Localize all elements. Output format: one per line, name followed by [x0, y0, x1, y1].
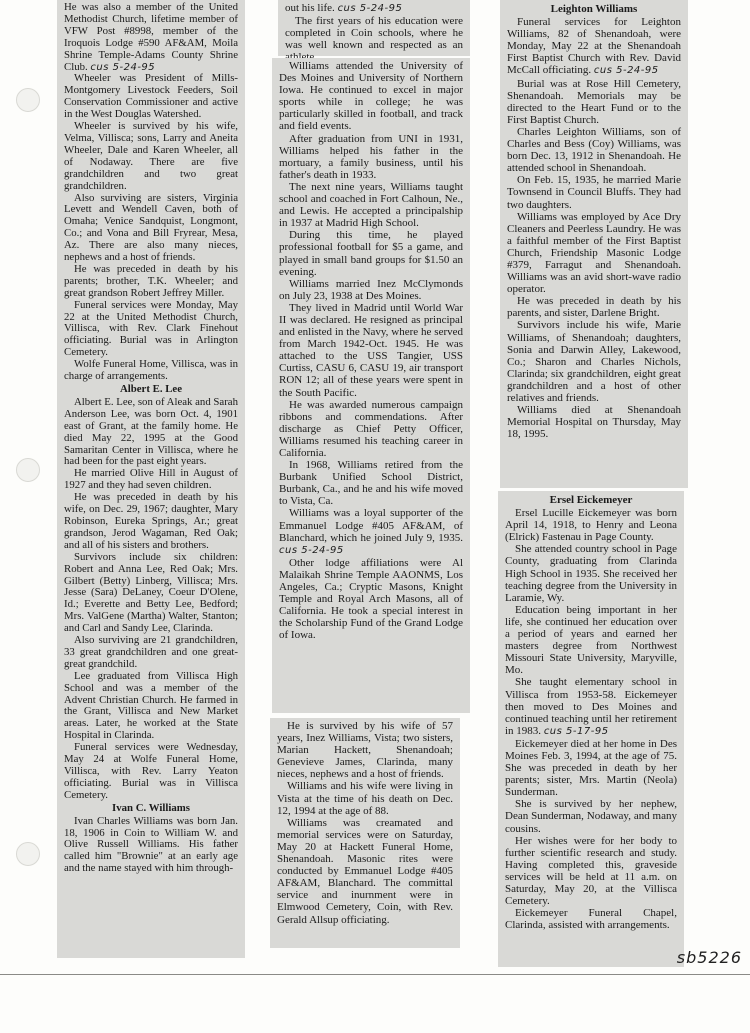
- obit-paragraph: He was also a member of the United Methodist Church, lifetime member of VFW Post #8998, member of the Iroquois Lodge #590 AF&AM, Moila Shrine Temple-Adams County Shrine Club. cus 5-24-95: [64, 1, 238, 73]
- obit-paragraph: He married Olive Hill in August of 1927 and they had seven children.: [64, 467, 238, 492]
- obit-paragraph: During this time, he played professional football for $5 a game, and played in small band groups for $1.50 an evening.: [279, 229, 463, 278]
- obit-paragraph: Williams attended the University of Des Moines and University of Northern Iowa. He continued to excel in major sports while in college; he was particularly skilled in football, and track and field events.: [279, 60, 463, 133]
- obit-paragraph: He is survived by his wife of 57 years, Inez Williams, Vista; two sisters, Marian Hackett, Shenandoah; Genevieve James, Clarinda, many nieces, nephews and a host of friends.: [277, 720, 453, 781]
- obit-paragraph: Burial was at Rose Hill Cemetery, Shenandoah. Memorials may be directed to the Heart Fund or to the First Baptist Church.: [507, 77, 681, 126]
- obit-paragraph: Williams was employed by Ace Dry Cleaners and Peerless Laundry. He was a faithful member of the First Baptist Church, Friendship Masonic Lodge #379, Farragut and Shenandoah. Williams was an avid short-wave radio operator.: [507, 210, 681, 296]
- handwritten-date: cus 5-24-95: [90, 61, 156, 73]
- handwritten-date: cus 5-24-95: [279, 544, 344, 556]
- obit-paragraph: The next nine years, Williams taught school and coached in Fort Calhoun, Ne., and Lewis. He accepted a principalship in 1937 at Madrid High School.: [279, 180, 463, 230]
- obit-paragraph: Williams married Inez McClymonds on July 23, 1938 at Des Moines.: [279, 277, 463, 302]
- clipping-williams-continued: [278, 0, 470, 56]
- obit-paragraph: Williams died at Shenandoah Memorial Hospital on Thursday, May 18, 1995.: [507, 404, 681, 441]
- obit-paragraph: Eickemeyer Funeral Chapel, Clarinda, assisted with arrangements.: [505, 907, 677, 932]
- obit-paragraph: Funeral services for Leighton Williams, 82 of Shenandoah, were Monday, May 22 at the Shenandoah First Baptist Church with Rev. David McCall officiating. cus 5-24-95: [507, 16, 681, 77]
- obit-paragraph: Albert E. Lee, son of Aleak and Sarah Anderson Lee, was born Oct. 4, 1901 east of Grant, at the family home. He died May 22, 1995 at the Good Samaritan Center in Villisca, where he had been for the past eight years.: [64, 395, 238, 468]
- obit-paragraph: The first years of his education were completed in Coin schools, where he was well known and respected as an: [285, 15, 463, 52]
- clipping-williams-survivors: [270, 718, 460, 948]
- obit-paragraph: Ersel Lucille Eickemeyer was born April 14, 1918, to Henry and Leona (Elrick) Fastenau in Page County.: [505, 507, 677, 544]
- handwritten-date: cus 5-24-95: [593, 65, 659, 77]
- obit-paragraph: Williams and his wife were living in Vista at the time of his death on Dec. 12, 1994 at the age of 88.: [277, 780, 453, 817]
- obit-paragraph: Eickemeyer died at her home in Des Moines Feb. 3, 1994, at the age of 75. She was preceded in death by her parents; sister, Mrs. Martin (Neola) Sunderman.: [505, 737, 677, 799]
- obit-paragraph: Education being important in her life, she continued her education over a period of years and earned her masters degree from Northwest Missouri State University, Maryville, Mo.: [505, 603, 677, 677]
- obit-paragraph: Wheeler is survived by his wife, Velma, Villisca; sons, Larry and Aneita Wheeler, Dale and Karen Wheeler, all of Nodaway. There are five grandchildren and two great grandchildren.: [64, 120, 238, 192]
- clipping-ersel-eickemeyer: [498, 491, 684, 967]
- obit-paragraph: He was awarded numerous campaign ribbons and commendations. After discharge as Chief Petty Officer, Williams resumed his teaching career in California.: [279, 398, 463, 459]
- obit-heading: Ersel Eickemeyer: [549, 494, 633, 506]
- obit-paragraph: She taught elementary school in Villisca from 1953-58. Eickemeyer then moved to Des Moines and continued teaching until her retirement in 1983. cus 5-17-95: [505, 676, 677, 737]
- obit-heading: Leighton Williams: [550, 3, 638, 15]
- obit-paragraph: Lee graduated from Villisca High School and was a member of the Advent Christian Church. He farmed in the Grant, Villisca and New Market areas. Later, he worked at the State Hospital in Clarinda.: [64, 669, 238, 742]
- obit-paragraph: Her wishes were for her body to further scientific research and study. Having completed this, graveside services will be held at 11 a.m. on Saturday, May 20, at the Villisca Cemetery.: [505, 834, 677, 908]
- obit-heading: Albert E. Lee: [119, 383, 183, 395]
- clipping-williams-career: [272, 58, 470, 713]
- obit-paragraph: Wheeler was President of Mills-Montgomery Livestock Feeders, Soil Conservation Commissioner and active in the West Douglas Watershed.: [64, 72, 238, 121]
- obit-paragraph: Also surviving are 21 grandchildren, 33 great grandchildren and one great-great grandchild.: [64, 634, 238, 670]
- obit-paragraph: In 1968, Williams retired from the Burbank Unified School District, Burbank, Ca., and he and his wife moved to Vista, Ca.: [279, 459, 463, 508]
- obit-paragraph: Charles Leighton Williams, son of Charles and Bess (Coy) Williams, was born Dec. 13, 1912 in Shenandoah. He attended school in Shenandoah.: [507, 125, 681, 175]
- obit-paragraph: They lived in Madrid until World War II was declared. He resigned as principal and enlisted in the Navy, where he served from March 1942-Oct. 1945. He was attached to the USS Tangier, USS Curtiss, CASU 6, CASU 19, air transport RON 12; all of these years were spent in the South Pacific.: [279, 301, 463, 399]
- obit-paragraph: He was preceded in death by his parents; brother, T.K. Wheeler; and great grandson Robert Jeffrey Miller.: [64, 262, 238, 299]
- obit-paragraph: After graduation from UNI in 1931, Williams helped his father in the mortuary, a family business, until his father's death in 1933.: [279, 132, 463, 181]
- clipping-leighton-williams: [500, 0, 688, 488]
- obit-paragraph: Funeral services were Wednesday, May 24 at Wolfe Funeral Home, Villisca, with Rev. Larry Yeaton officiating. Burial was in Villisca Cemetery.: [64, 741, 238, 801]
- obit-paragraph: Also surviving are sisters, Virginia Levett and Wendell Caven, both of Omaha; Venice Sandquist, Longmont, Co.; and Vona and Bill Fryrear, Mesa, Az. There are also many nieces, nephews and a host of friends.: [64, 191, 238, 264]
- handwritten-date: cus 5-24-95: [337, 3, 403, 14]
- punch-hole-bottom: [16, 842, 40, 866]
- punch-hole-top: [16, 88, 40, 112]
- clipping-wheeler-lee-williams: [57, 0, 245, 958]
- obit-paragraph: Ivan Charles Williams was born Jan. 18, 1906 in Coin to William W. and Olive Russell Williams. His father called him "Brownie" at an early age and the name stayed with him through-: [64, 814, 238, 875]
- page-mark: sb5226: [676, 948, 742, 967]
- obit-paragraph: He was preceded in death by his wife, on Dec. 29, 1967; daughter, Mary Robinson, Eureka Springs, Ar.; great grandson, Jerod Wagaman, Red Oak; and all of his sisters and brothers.: [64, 491, 238, 551]
- obit-paragraph: She attended country school in Page County, graduating from Clarinda High School in 1935. She received her teaching degree from the University in Laramie, Wy.: [505, 543, 677, 604]
- obit-heading: Ivan C. Williams: [112, 801, 190, 814]
- obit-paragraph: Other lodge affiliations were Al Malaikah Shrine Temple AAONMS, Los Angeles, Ca.; Cryptic Masons, Knight Temple and Royal Arch Masons, all of California. He took a special interest in the Scholarship Fund of the Grand Lodge of Iowa.: [279, 556, 463, 642]
- obit-paragraph: Survivors include his wife, Marie Williams, of Shenandoah; daughters, Sonia and Darwin Alley, Lakewood, Co.; Sharon and Charles Nichols, Clarinda; six grandchildren, eight great grandchildren and a host of other relatives and friends.: [507, 319, 681, 404]
- obit-paragraph: Funeral services were Monday, May 22 at the United Methodist Church, Villisca, with Rev. Clark Finehout officiating. Burial was in Arlington Cemetery.: [64, 298, 238, 359]
- punch-hole-middle: [16, 458, 40, 482]
- obit-paragraph: Williams was creamated and memorial services were on Saturday, May 20 at Hackett Funeral Home, Shenandoah. Masonic rites were conducted by Emmanuel Lodge #405 AF&AM, Blanchard. The committal service and inurnment were in Elmwood Cemetery, Coin, with Rev. Gerald Allsup officiating.: [277, 816, 453, 926]
- page-divider: [0, 974, 750, 975]
- obit-paragraph: Survivors include six children: Robert and Anna Lee, Red Oak; Mrs. Gilbert (Betty) Linberg, Villisca; Mrs. Jesse (Sara) DeLaney, Coeur D'Olene, Id.; Everette and Betty Lee, Bedford; Mrs. ValGene (Martha) Walter, Stanton; and Carl and Sandy Lee, Clarinda.: [64, 550, 238, 635]
- obit-paragraph: out his life. cus 5-24-95: [285, 2, 403, 14]
- handwritten-date: cus 5-17-95: [543, 725, 609, 737]
- obit-paragraph: She is survived by her nephew, Dean Sunderman, Nodaway, and many cousins.: [505, 798, 677, 835]
- obit-paragraph: He was preceded in death by his parents, and sister, Darlene Bright.: [507, 295, 681, 320]
- obit-paragraph: Williams was a loyal supporter of the Emmanuel Lodge #405 AF&AM, of Blanchard, which he joined July 9, 1935. cus 5-24-95: [279, 507, 463, 556]
- obit-paragraph: On Feb. 15, 1935, he married Marie Townsend in Council Bluffs. They had two daughters.: [507, 174, 681, 211]
- obit-paragraph: Wolfe Funeral Home, Villisca, was in charge of arrangements.: [64, 358, 238, 383]
